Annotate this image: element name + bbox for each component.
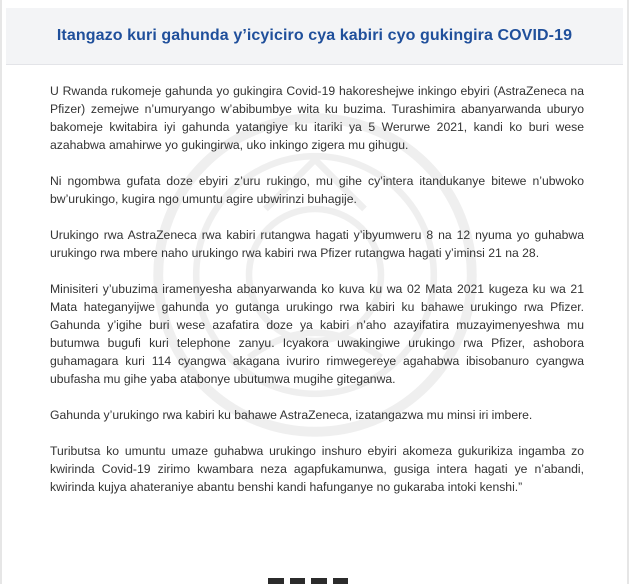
paragraph-5: Gahunda y’urukingo rwa kabiri ku bahawe AstraZeneca, izatangazwa mu minsi iri imbere. (50, 408, 533, 422)
announcement-title: Itangazo kuri gahunda y’icyiciro cya kabiri cyo gukingira COVID-19 (56, 27, 573, 44)
paragraph-3: Urukingo rwa AstraZeneca rwa kabiri rutangwa hagati y’ibyumweru 8 na 12 nyuma yo guhabwa urukingo rwa mbere naho urukingo rwa kabiri rwa Pfizer rutangwa hagati y’iminsi 21 na 28. (50, 228, 584, 260)
footer-logo-icon (268, 578, 348, 584)
paragraph-4: Minisiteri y’ubuzima iramenyesha abanyarwanda ko kuva ku wa 02 Mata 2021 kugeza ku wa 21 Mata hateganyijwe gahunda yo gutanga urukingo rwa kabiri ku bahawe urukingo rwa Pfizer. Gahunda y’igihe buri wese azafatira doze ya kabiri n’aho azayifatira muzayimenyeshwa mu butumwa bugufi kuri telephone zanyu. Icyakora uwakingiwe urukingo rwa Pfizer, ashobora guhamagara kuri 114 cyangwa akagana ivuriro rimwegereye agahabwa ibisobanuro cyangwa ubufasha mu gihe yaba atabonye ubutumwa mugihe giteganwa. (50, 282, 584, 386)
announcement-body (50, 82, 584, 514)
paragraph-6: Tuributsa ko umuntu umaze guhabwa urukingo inshuro ebyiri akomeza gukurikiza ingamba zo kwirinda Covid-19 zirimo kwambara neza agapfukamunwa, gusiga intera hagati ye n’abandi, kwirinda kujya ahateraniye abantu benshi kandi hafunganye no gukaraba intoki kenshi.” (50, 444, 584, 494)
title-banner (6, 8, 623, 65)
paragraph-2: Ni ngombwa gufata doze ebyiri z’uru rukingo, mu gihe cy’intera itandukanye bitewe n’ubwoko bw’urukingo, kugira ngo umuntu agire ubwirinzi buhagije. (50, 174, 584, 206)
paragraph-1: U Rwanda rukomeje gahunda yo gukingira Covid-19 hakoreshejwe inkingo ebyiri (AstraZeneca na Pfizer) zemejwe n’umuryango w’abibumbye wita ku buzima. Turashimira abanyarwanda uburyo bakomeje kwitabira iyi gahunda yatangiye ku itariki ya 5 Werurwe 2021, kandi ko buri wese azahabwa amahirwe yo gukingirwa, uko inkingo zigera mu gihugu. (50, 84, 584, 152)
